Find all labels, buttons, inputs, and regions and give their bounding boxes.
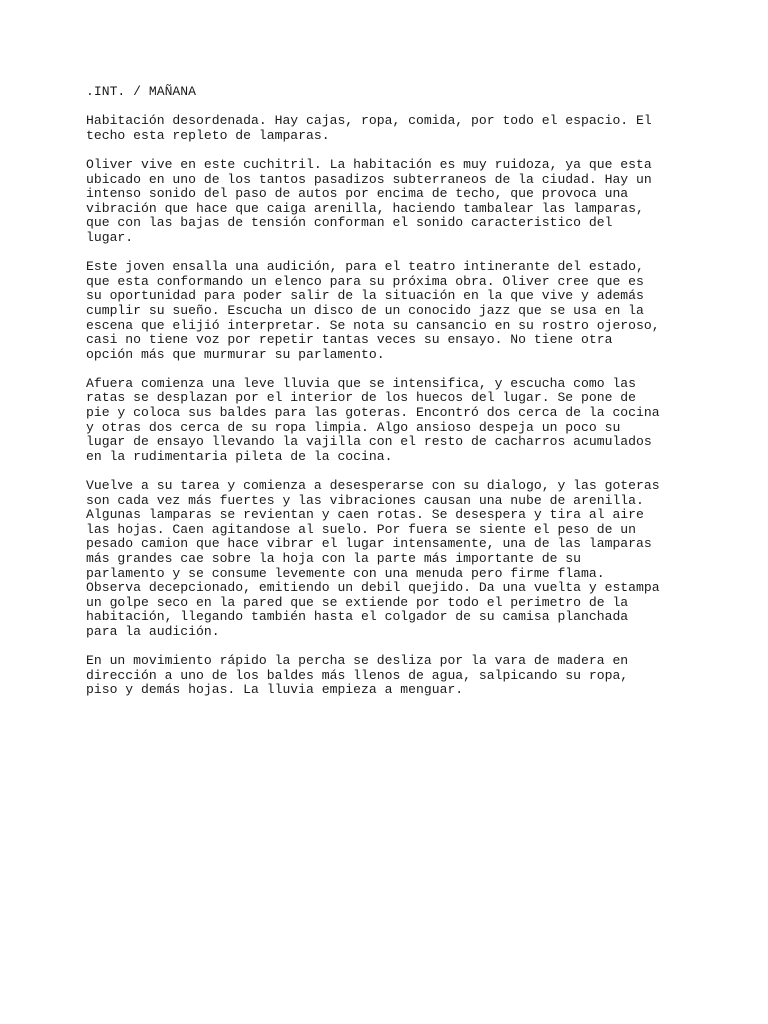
text-line: Oliver vive en este cuchitril. La habitación es muy ruidoza, ya que esta (86, 156, 652, 172)
text-line: pie y coloca sus baldes para las goteras. Encontró dos cerca de la cocina (86, 405, 660, 421)
text-line: techo esta repleto de lamparas. (86, 127, 330, 143)
paragraph (86, 260, 686, 362)
text-line: escena que elijió interpretar. Se nota su cansancio en su rostro ojeroso, (86, 317, 660, 333)
paragraph (86, 377, 686, 465)
text-line: en la rudimentaria pileta de la cocina. (86, 448, 393, 464)
text-line: lugar. (86, 229, 134, 245)
text-line: Vuelve a su tarea y comienza a desesperarse con su dialogo, y las goteras (86, 478, 660, 494)
text-line: intenso sonido del paso de autos por encima de techo, que provoca una (86, 186, 629, 202)
paragraph (86, 654, 686, 698)
script-body (86, 85, 686, 713)
text-line: En un movimiento rápido la percha se desliza por la vara de madera en (86, 653, 629, 669)
text-line: vibración que hace que caiga arenilla, haciendo tambalear las lamparas, (86, 200, 644, 216)
text-line: más grandes cae sobre la hoja con la parte más importante de su (86, 551, 582, 566)
text-line: para la audición. (86, 623, 220, 639)
text-line: un golpe seco en la pared que se extiende por todo el perimetro de la (86, 594, 629, 610)
text-line: opción más que murmurar su parlamento. (86, 346, 385, 362)
text-line: que esta conformando un elenco para su próxima obra. Oliver cree que es (86, 273, 644, 289)
text-line: Afuera comienza una leve lluvia que se intensifica, y escucha como las (86, 375, 637, 391)
scene-heading: .INT. / MAÑANA (86, 84, 197, 99)
text-line: piso y demás hojas. La lluvia empieza a menguar. (86, 682, 464, 698)
text-line: ratas se desplazan por el interior de los huecos del lugar. Se pone de (86, 390, 637, 406)
text-line: las hojas. Caen agitandose al suelo. Por fuera se siente el peso de un (86, 521, 637, 537)
text-line: que con las bajas de tensión conforman el sonido caracteristico del (86, 215, 613, 231)
text-line: parlamento y se consume levemente con una menuda pero firme flama. (86, 565, 605, 581)
text-line: son cada vez más fuertes y las vibraciones causan una nube de arenilla. (86, 492, 644, 508)
text-line: pesado camion que hace vibrar el lugar intensamente, una de las lamparas (86, 536, 652, 552)
text-line: lugar de ensayo llevando la vajilla con el resto de cacharros acumulados (86, 434, 652, 450)
text-line: Observa decepcionado, emitiendo un debil quejido. Da una vuelta y estampa (86, 580, 660, 596)
paragraph (86, 158, 686, 246)
paragraph (86, 479, 686, 640)
text-line: casi no tiene voz por repetir tantas veces su ensayo. No tiene otra (86, 332, 613, 348)
paragraph (86, 114, 686, 143)
text-line: y otras dos cerca de su ropa limpia. Algo ansioso despeja un poco su (86, 419, 621, 435)
text-line: Habitación desordenada. Hay cajas, ropa, comida, por todo el espacio. El (86, 113, 652, 129)
text-line: ubicado en uno de los tantos pasadizos subterraneos de la ciudad. Hay un (86, 171, 652, 187)
text-line: su oportunidad para poder salir de la situación en la que vive y además (86, 288, 644, 304)
text-line: Algunas lamparas se revientan y caen rotas. Se desespera y tira al aire (86, 507, 644, 523)
text-line: dirección a uno de los baldes más llenos de agua, salpicando su ropa, (86, 667, 629, 683)
text-line: habitación, llegando también hasta el colgador de su camisa planchada (86, 609, 629, 625)
text-line: Este joven ensalla una audición, para el teatro intinerante del estado, (86, 259, 644, 275)
text-line: cumplir su sueño. Escucha un disco de un conocido jazz que se usa en la (86, 302, 644, 318)
